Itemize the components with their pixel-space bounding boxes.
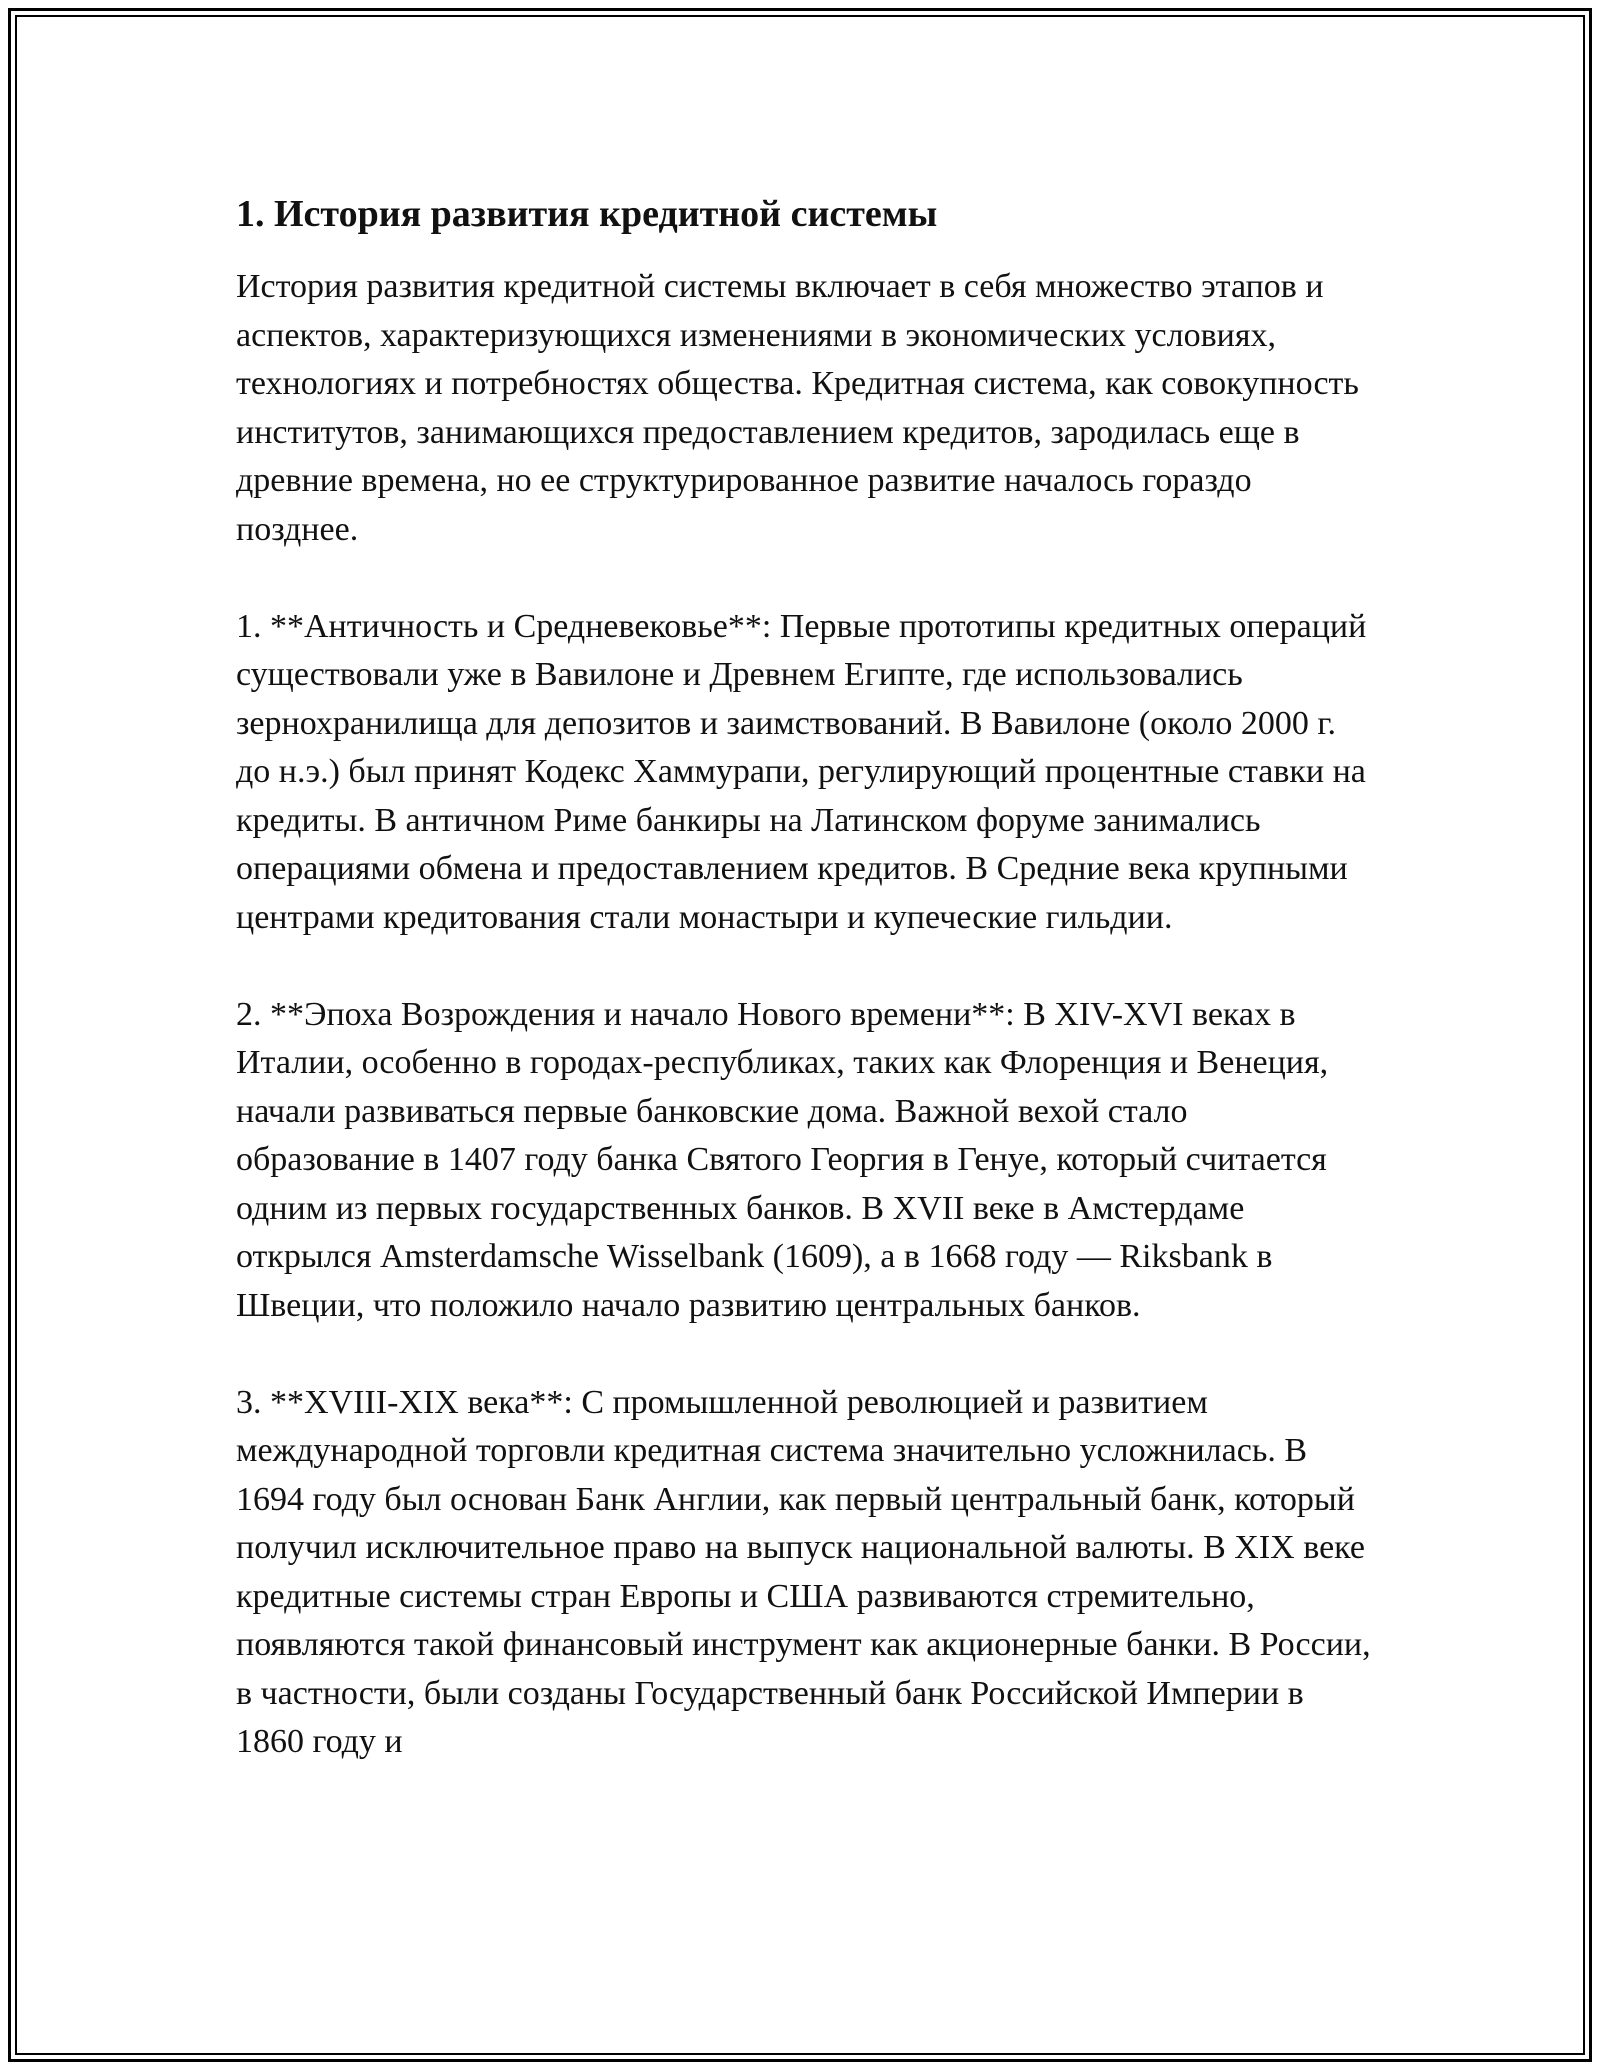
eighteenth-nineteenth-century-paragraph: 3. **XVIII-XIX века**: С промышленной революцией и развитием международной торговли кредитная система значительно усложнилась. В 1694 году был основан Банк Англии, как первый центральный банк, который получил исключительное право на выпуск национальной валюты. В XIX веке кредитные системы стран Европы и США развиваются стремительно, появляются такой финансовый инструмент как акционерные банки. В России, в частности, были созданы Государственный банк Российской Империи в 1860 году и: [236, 1383, 1371, 1760]
renaissance-paragraph: 2. **Эпоха Возрождения и начало Нового времени**: В XIV-XVI веках в Италии, особенно в городах-республиках, таких как Флоренция и Венеция, начали развиваться первые банковские дома. Важной вехой стало образование в 1407 году банка Святого Георгия в Генуе, который считается одним из первых государственных банков. В XVII веке в Амстердаме открылся Amsterdamsche Wisselbank (1609), а в 1668 году — Riksbank в Швеции, что положило начало развитию центральных банков.: [236, 995, 1329, 1324]
section-heading: 1. История развития кредитной системы: [236, 193, 938, 235]
intro-paragraph: История развития кредитной системы включает в себя множество этапов и аспектов, характеризующихся изменениями в экономических условиях, технологиях и потребностях общества. Кредитная система, как совокупность институтов, занимающихся предоставлением кредитов, зародилась еще в древние времена, но ее структурированное развитие началось гораздо позднее.: [236, 268, 1359, 548]
antiquity-paragraph: 1. **Античность и Средневековье**: Первые прототипы кредитных операций существовали уже в Вавилоне и Древнем Египте, где использовались зернохранилища для депозитов и заимствований. В Вавилоне (около 2000 г. до н.э.) был принят Кодекс Хаммурапи, регулирующий процентные ставки на кредиты. В античном Риме банкиры на Латинском форуме занимались операциями обмена и предоставлением кредитов. В Средние века крупными центрами кредитования стали монастыри и купеческие гильдии.: [236, 607, 1367, 936]
document-body: [236, 190, 1372, 1767]
